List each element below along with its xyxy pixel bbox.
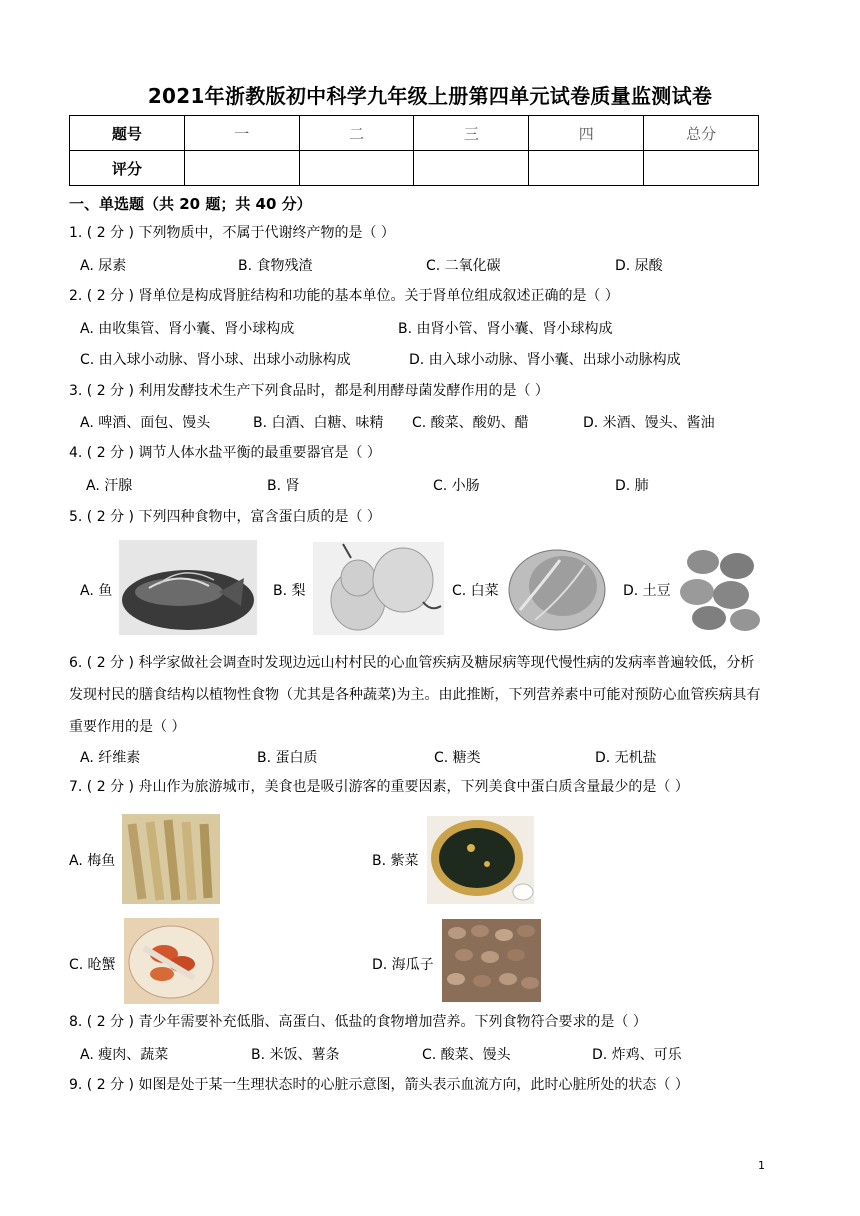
question-4-option-c: C. 小肠 xyxy=(433,478,480,494)
question-8-option-a: A. 瘦肉、蔬菜 xyxy=(80,1047,169,1063)
question-3-option-c: C. 酸菜、酸奶、醋 xyxy=(412,415,529,431)
score-table-header-row xyxy=(70,116,759,151)
pickled-crab-image xyxy=(124,918,219,1004)
question-1-stem: 1. ( 2 分 ) 下列物质中，不属于代谢终产物的是（ ） xyxy=(69,225,395,241)
question-2-option-d: D. 由入球小动脉、肾小囊、出球小动脉构成 xyxy=(409,352,681,368)
question-4-option-d: D. 肺 xyxy=(615,478,649,494)
question-8-option-b: B. 米饭、薯条 xyxy=(251,1047,340,1063)
question-3-stem: 3. ( 2 分 ) 利用发酵技术生产下列食品时，都是利用酵母菌发酵作用的是（ ） xyxy=(69,383,549,399)
page-number: 1 xyxy=(758,1159,765,1172)
exam-title: 2021年浙教版初中科学九年级上册第四单元试卷质量监测试卷 xyxy=(147,84,713,108)
score-cell xyxy=(529,151,644,186)
score-header-cell: 三 xyxy=(414,116,529,151)
question-1-option-c: C. 二氧化碳 xyxy=(426,258,501,274)
potato-image xyxy=(675,540,765,635)
question-4-option-a: A. 汗腺 xyxy=(86,478,133,494)
question-4-option-b: B. 肾 xyxy=(267,478,300,494)
score-header-cell: 一 xyxy=(184,116,299,151)
score-header-cell: 总分 xyxy=(644,116,759,151)
score-header-cell: 四 xyxy=(529,116,644,151)
score-header-cell: 二 xyxy=(299,116,414,151)
score-cell xyxy=(414,151,529,186)
question-1-option-d: D. 尿酸 xyxy=(615,258,663,274)
question-5-stem: 5. ( 2 分 ) 下列四种食物中，富含蛋白质的是（ ） xyxy=(69,509,381,525)
question-6-stem: 6. ( 2 分 ) 科学家做社会调查时发现边远山村村民的心血管疾病及糖尿病等现代慢性病的发病率普遍较低，分析发现村民的膳食结构以植物性食物（尤其是各种蔬菜)为主。由此推断，下列营养素中可能对预防心血管疾病具有重要作用的是（ ） xyxy=(69,655,761,735)
question-3-option-b: B. 白酒、白糖、味精 xyxy=(253,415,384,431)
question-3-option-a: A. 啤酒、面包、馒头 xyxy=(80,415,211,431)
question-5-option-a: A. 鱼 xyxy=(80,583,113,599)
clams-image xyxy=(442,919,541,1002)
question-7-option-c: C. 呛蟹 xyxy=(69,957,116,973)
score-row-label: 评分 xyxy=(70,151,185,186)
question-2-option-a: A. 由收集管、肾小囊、肾小球构成 xyxy=(80,321,295,337)
question-2-option-b: B. 由肾小管、肾小囊、肾小球构成 xyxy=(398,321,613,337)
question-9-stem: 9. ( 2 分 ) 如图是处于某一生理状态时的心脏示意图，箭头表示血流方向，此时心脏所处的状态（ ） xyxy=(69,1077,689,1093)
question-3-option-d: D. 米酒、馒头、酱油 xyxy=(583,415,715,431)
question-6-option-a: A. 纤维素 xyxy=(80,750,141,766)
score-header-cell: 题号 xyxy=(70,116,185,151)
question-6-option-b: B. 蛋白质 xyxy=(257,750,318,766)
seaweed-soup-image xyxy=(427,816,534,904)
question-5-option-b: B. 梨 xyxy=(273,583,306,599)
question-8-stem: 8. ( 2 分 ) 青少年需要补充低脂、高蛋白、低盐的食物增加营养。下列食物符合要求的是（ ） xyxy=(69,1014,647,1030)
question-6-option-c: C. 糖类 xyxy=(434,750,481,766)
question-1-option-a: A. 尿素 xyxy=(80,258,127,274)
question-5-option-d: D. 土豆 xyxy=(623,583,671,599)
question-5-option-c: C. 白菜 xyxy=(452,583,499,599)
question-7-option-d: D. 海瓜子 xyxy=(372,957,434,973)
question-2-stem: 2. ( 2 分 ) 肾单位是构成肾脏结构和功能的基本单位。关于肾单位组成叙述正确的是（ ） xyxy=(69,288,619,304)
question-1-option-b: B. 食物残渣 xyxy=(238,258,313,274)
score-cell xyxy=(644,151,759,186)
pear-image xyxy=(313,542,444,635)
question-7-option-a: A. 梅鱼 xyxy=(69,853,116,869)
cabbage-image xyxy=(505,540,610,636)
score-table-score-row xyxy=(70,151,759,186)
question-8-option-d: D. 炸鸡、可乐 xyxy=(592,1047,682,1063)
meiyu-fish-image xyxy=(122,814,220,904)
score-cell xyxy=(184,151,299,186)
question-7-option-b: B. 紫菜 xyxy=(372,853,419,869)
question-4-stem: 4. ( 2 分 ) 调节人体水盐平衡的最重要器官是（ ） xyxy=(69,445,381,461)
score-table xyxy=(69,115,759,186)
question-6-option-d: D. 无机盐 xyxy=(595,750,657,766)
fish-dish-image xyxy=(119,540,257,635)
question-2-option-c: C. 由入球小动脉、肾小球、出球小动脉构成 xyxy=(80,352,351,368)
score-cell xyxy=(299,151,414,186)
question-8-option-c: C. 酸菜、馒头 xyxy=(422,1047,511,1063)
section-heading: 一、单选题（共 20 题；共 40 分） xyxy=(69,195,312,213)
question-7-stem: 7. ( 2 分 ) 舟山作为旅游城市，美食也是吸引游客的重要因素，下列美食中蛋白质含量最少的是（ ） xyxy=(69,779,689,795)
